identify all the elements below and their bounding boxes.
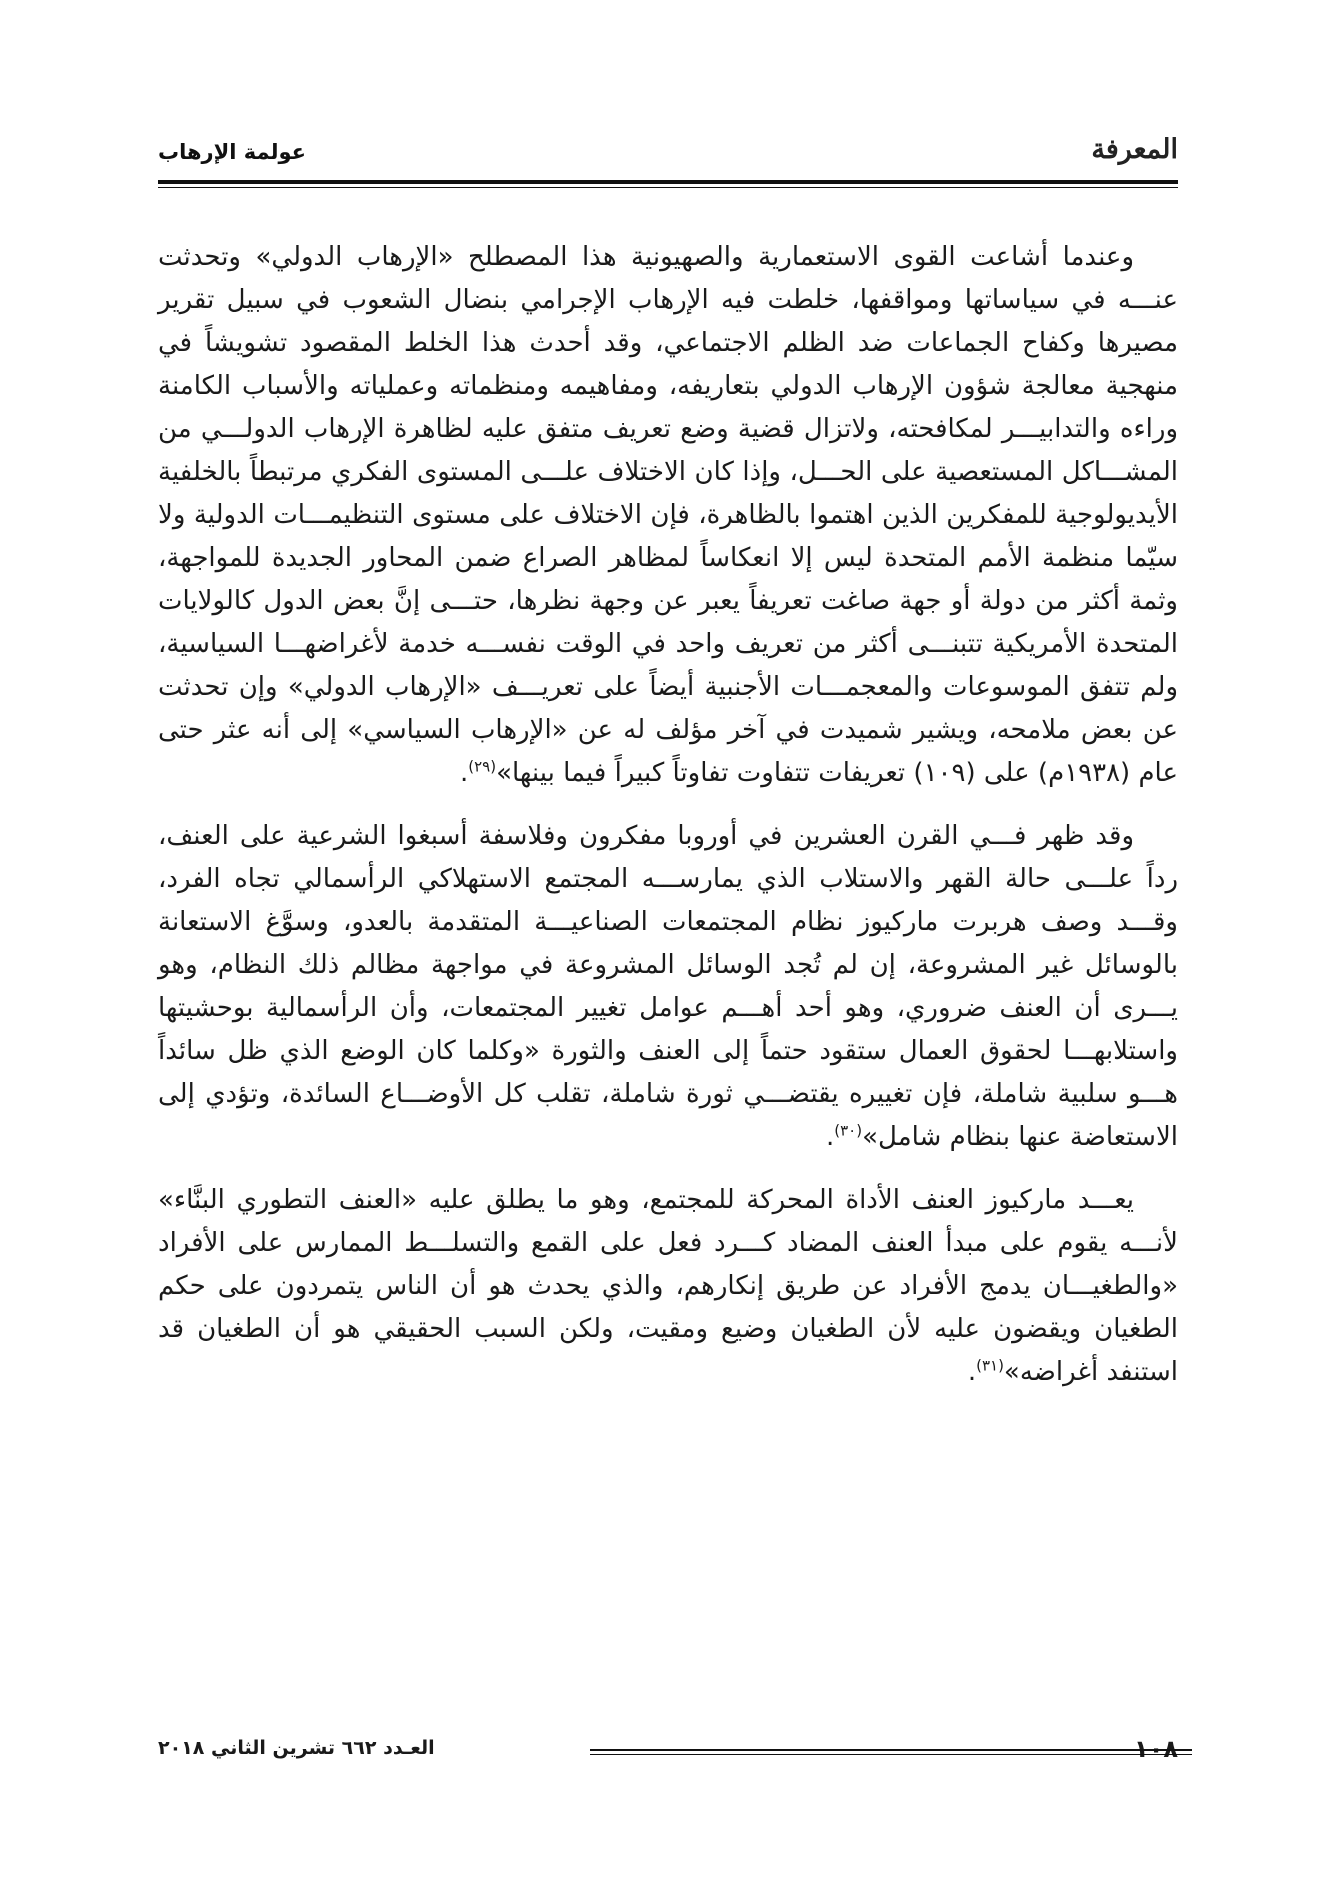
journal-logo: المعرفة: [1091, 134, 1178, 165]
paragraph-1: وعندما أشاعت القوى الاستعمارية والصهيونية هذا المصطلح «الإرهاب الدولي» وتحدثت عنـــه في سياساتها ومواقفها، خلطت فيه الإرهاب الإجرامي بنضال الشعوب في سبيل تقرير مصيرها وكفاح الجماعات ضد الظلم الاجتماعي، وقد أحدث هذا الخلط المقصود تشويشاً في منهجية معالجة شؤون الإرهاب الدولي بتعاريفه، ومفاهيمه ومنظماته وعملياته والأسباب الكامنة وراءه والتدابيـــر لمكافحته، ولاتزال قضية وضع تعريف متفق عليه لظاهرة الإرهاب الدولـــي من المشـــاكل المستعصية على الحـــل، وإذا كان الاختلاف علـــى المستوى الفكري مرتبطاً بالخلفية الأيديولوجية للمفكرين الذين اهتموا بالظاهرة، فإن الاختلاف على مستوى التنظيمـــات الدولية ولا سيّما منظمة الأمم المتحدة ليس إلا انعكاساً لمظاهر الصراع ضمن المحاور الجديدة للمواجهة، وثمة أكثر من دولة أو جهة صاغت تعريفاً يعبر عن وجهة نظرها، حتـــى إنَّ بعض الدول كالولايات المتحدة الأمريكية تتبنـــى أكثر من تعريف واحد في الوقت نفســـه خدمة لأغراضهـــا السياسية، ولم تتفق الموسوعات والمعجمـــات الأجنبية أيضاً على تعريـــف «الإرهاب الدولي» وإن تحدثت عن بعض ملامحه، ويشير شميدت في آخر مؤلف له عن «الإرهاب السياسي» إلى أنه عثر حتى عام (١٩٣٨م) على (١٠٩) تعريفات تتفاوت تفاوتاً كبيراً فيما بينها»$^{(٢٩)}$.: [158, 242, 1178, 788]
page-footer: [158, 1733, 1178, 1773]
header-rule-thin: [158, 187, 1178, 188]
article-body: [158, 236, 1178, 1414]
footnote-ref: (٣٠): [834, 1121, 863, 1140]
footnote-ref: (٣١): [976, 1356, 1004, 1375]
footer-rule: [590, 1749, 1192, 1755]
footnote-ref: (٢٩): [468, 757, 497, 776]
paragraph-2: وقد ظهر فـــي القرن العشرين في أوروبا مفكرون وفلاسفة أسبغوا الشرعية على العنف، رداً علـــى حالة القهر والاستلاب الذي يمارســـه المجتمع الاستهلاكي الرأسمالي تجاه الفرد، وقـــد وصف هربرت ماركيوز نظام المجتمعات الصناعيـــة المتقدمة بالعدو، وسوَّغ الاستعانة بالوسائل غير المشروعة، إن لم تُجد الوسائل المشروعة في مواجهة مظالم ذلك النظام، وهو يـــرى أن العنف ضروري، وهو أحد أهـــم عوامل تغيير المجتمعات، وأن الرأسمالية بوحشيتها واستلابهـــا لحقوق العمال ستقود حتماً إلى العنف والثورة «وكلما كان الوضع الذي ظل سائداً هـــو سلبية شاملة، فإن تغييره يقتضـــي ثورة شاملة، تقلب كل الأوضـــاع السائدة، وتؤدي إلى الاستعاضة عنها بنظام شامل»$^{(٣٠)}$.: [158, 821, 1178, 1152]
header-rule: [158, 180, 1178, 184]
paragraph-text: وعندما أشاعت القوى الاستعمارية والصهيونية هذا المصطلح «الإرهاب الدولي» وتحدثت عنـــه في سياساتها ومواقفها، خلطت فيه الإرهاب الإجرامي بنضال الشعوب في سبيل تقرير مصيرها وكفاح الجماعات ضد الظلم الاجتماعي، وقد أحدث هذا الخلط المقصود تشويشاً في منهجية معالجة شؤون الإرهاب الدولي بتعاريفه، ومفاهيمه ومنظماته وعملياته والأسباب الكامنة وراءه والتدابيـــر لمكافحته، ولاتزال قضية وضع تعريف متفق عليه لظاهرة الإرهاب الدولـــي من المشـــاكل المستعصية على الحـــل، وإذا كان الاختلاف علـــى المستوى الفكري مرتبطاً بالخلفية الأيديولوجية للمفكرين الذين اهتموا بالظاهرة، فإن الاختلاف على مستوى التنظيمـــات الدولية ولا سيّما منظمة الأمم المتحدة ليس إلا انعكاساً لمظاهر الصراع ضمن المحاور الجديدة للمواجهة، وثمة أكثر من دولة أو جهة صاغت تعريفاً يعبر عن وجهة نظرها، حتـــى إنَّ بعض الدول كالولايات المتحدة الأمريكية تتبنـــى أكثر من تعريف واحد في الوقت نفســـه خدمة لأغراضهـــا السياسية، ولم تتفق الموسوعات والمعجمـــات الأجنبية أيضاً على تعريـــف «الإرهاب الدولي» وإن تحدثت عن بعض ملامحه، ويشير شميدت في آخر مؤلف له عن «الإرهاب السياسي» إلى أنه عثر حتى عام (١٩٣٨م) على (١٠٩) تعريفات تتفاوت تفاوتاً كبيراً فيما بينها»: [158, 242, 1178, 788]
paragraph-text: وقد ظهر فـــي القرن العشرين في أوروبا مفكرون وفلاسفة أسبغوا الشرعية على العنف، رداً علـــى حالة القهر والاستلاب الذي يمارســـه المجتمع الاستهلاكي الرأسمالي تجاه الفرد، وقـــد وصف هربرت ماركيوز نظام المجتمعات الصناعيـــة المتقدمة بالعدو، وسوَّغ الاستعانة بالوسائل غير المشروعة، إن لم تُجد الوسائل المشروعة في مواجهة مظالم ذلك النظام، وهو يـــرى أن العنف ضروري، وهو أحد أهـــم عوامل تغيير المجتمعات، وأن الرأسمالية بوحشيتها واستلابهـــا لحقوق العمال ستقود حتماً إلى العنف والثورة «وكلما كان الوضع الذي ظل سائداً هـــو سلبية شاملة، فإن تغييره يقتضـــي ثورة شاملة، تقلب كل الأوضـــاع السائدة، وتؤدي إلى الاستعاضة عنها بنظام شامل»: [158, 821, 1178, 1152]
issue-info: العـدد ٦٦٢ تشرين الثاني ٢٠١٨: [158, 1737, 435, 1759]
paragraph-3: يعـــد ماركيوز العنف الأداة المحركة للمجتمع، وهو ما يطلق عليه «العنف التطوري البنَّاء» لأنـــه يقوم على مبدأ العنف المضاد كـــرد فعل على القمع والتسلـــط الممارس على الأفراد «والطغيـــان يدمج الأفراد عن طريق إنكارهم، والذي يحدث هو أن الناس يتمردون على حكم الطغيان ويقضون عليه لأن الطغيان وضيع ومقيت، ولكن السبب الحقيقي هو أن الطغيان قد استنفد أغراضه»$^{(٣١)}$.: [158, 1185, 1178, 1387]
page-header: [158, 128, 1178, 180]
running-title: عولمة الإرهاب: [158, 140, 306, 164]
page-number: ١٠٨: [1134, 1735, 1178, 1763]
paragraph-text: يعـــد ماركيوز العنف الأداة المحركة للمجتمع، وهو ما يطلق عليه «العنف التطوري البنَّاء» لأنـــه يقوم على مبدأ العنف المضاد كـــرد فعل على القمع والتسلـــط الممارس على الأفراد «والطغيـــان يدمج الأفراد عن طريق إنكارهم، والذي يحدث هو أن الناس يتمردون على حكم الطغيان ويقضون عليه لأن الطغيان وضيع ومقيت، ولكن السبب الحقيقي هو أن الطغيان قد استنفد أغراضه»: [158, 1185, 1178, 1387]
